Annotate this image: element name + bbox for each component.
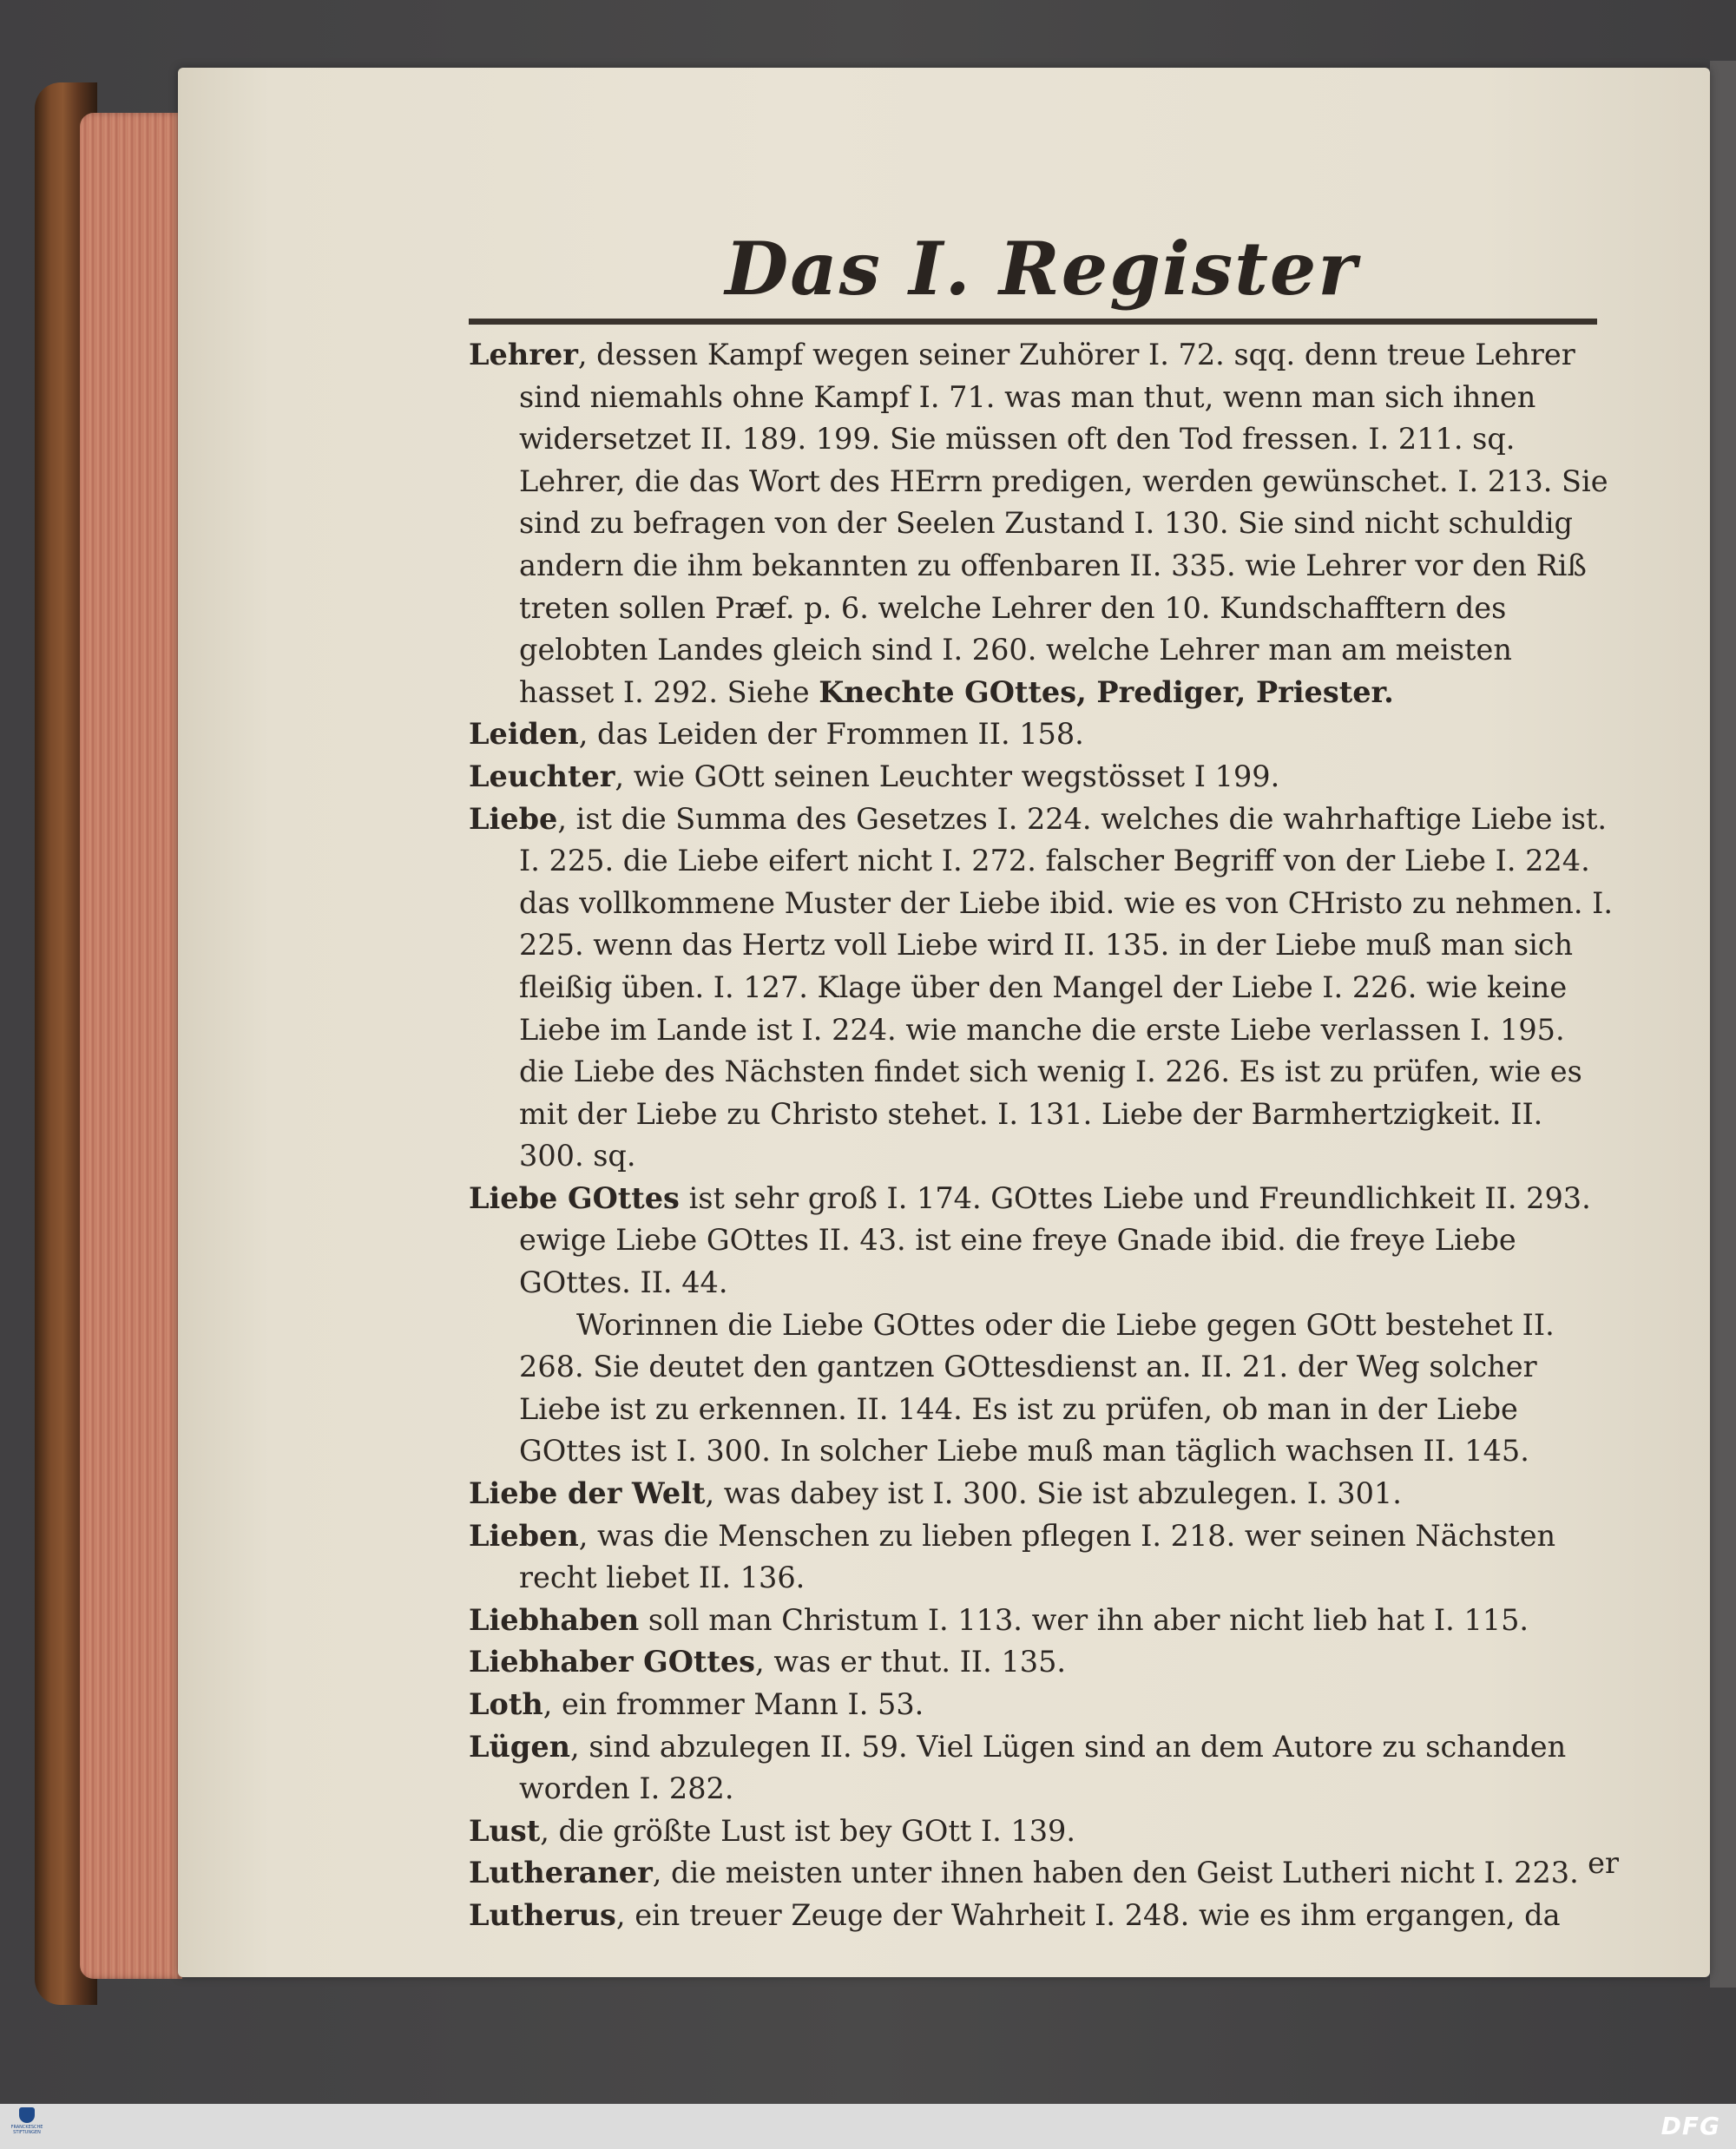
page-heading: Das I. Register [725,226,1358,312]
entry-text: , sind abzulegen II. 59. Viel Lügen sind an dem Autore zu schanden worden I. 282. [519,1729,1567,1806]
index-entry [469,1726,1614,1811]
crest-icon [19,2107,35,2123]
index-entry [469,713,1614,756]
entry-crossref: Knechte GOttes, Prediger, Priester. [819,674,1394,709]
viewer-footer [0,2104,1736,2149]
entry-keyword: Liebe [469,801,558,836]
entry-text: , wie GOtt seinen Leuchter wegstösset I 199. [615,759,1280,793]
index-entry [469,798,1614,1178]
index-entry-continuation [469,1305,1614,1473]
index-entry [469,1811,1614,1853]
index-entry [469,756,1614,798]
entry-keyword: Leuchter [469,759,615,793]
entry-keyword: Lehrer [469,338,578,371]
facing-page-edge [1710,61,1736,1988]
page-block-edge [80,113,182,1979]
heading-rule [469,319,1597,325]
entry-keyword: Lutherus [469,1897,616,1932]
entry-text: ist sehr groß I. 174. GOttes Liebe und Freundlichkeit II. 293. ewige Liebe GOttes II. 43. ist eine freye Gnade ibid. die freye Liebe GOttes. II. 44. [519,1180,1591,1300]
entry-keyword: Liebhaber GOttes [469,1645,756,1679]
entry-text: , ein frommer Mann I. 53. [542,1687,924,1721]
index-entry [469,1641,1614,1684]
index-entry [469,1515,1614,1600]
entry-keyword: Lutheraner [469,1856,653,1890]
entry-keyword: Lieben [469,1518,579,1553]
entry-keyword: Liebhaben [469,1602,640,1637]
entry-keyword: Liebe GOttes [469,1180,680,1215]
entry-text: , was er thut. II. 135. [755,1645,1067,1679]
register-text [469,334,1614,1937]
index-entry [469,334,1614,713]
index-entry [469,1895,1614,1937]
entry-text: soll man Christum I. 113. wer ihn aber nicht lieb hat I. 115. [639,1602,1529,1637]
dfg-logo[interactable]: DFG [1660,2112,1720,2140]
index-entry [469,1684,1614,1726]
entry-text: , was die Menschen zu lieben pflegen I. 218. wer seinen Nächsten recht liebet II. 136. [519,1518,1556,1595]
institution-logo[interactable] [7,2107,47,2146]
entry-keyword: Lügen [469,1729,571,1764]
index-entry [469,1178,1614,1305]
entry-text: , ein treuer Zeuge der Wahrheit I. 248. wie es ihm ergangen, da [615,1897,1561,1932]
entry-text: , dessen Kampf wegen seiner Zuhörer I. 72. sqq. denn treue Lehrer sind niemahls ohne Kampf I. 71. was man thut, wenn man sich ihnen widersetzet II. 189. 199. Sie müssen oft den Tod fressen. I. 211. sq. Lehrer, die das Wort des HErrn predigen, werden gewünschet. I. 213. Sie sind zu befragen von der Seelen Zustand I. 130. Sie sind nicht schuldig andern die ihm bekannten zu offenbaren II. 335. wie Lehrer vor den Riß treten sollen Præf. p. 6. welche Lehrer den 10. Kundschafftern des gelobten Landes gleich sind I. 260. welche Lehrer man am meisten hasset I. 292. Siehe [519,338,1608,709]
index-entry [469,1473,1614,1515]
entry-text: , was dabey ist I. 300. Sie ist abzulegen. I. 301. [705,1476,1402,1511]
entry-keyword: Lust [469,1813,541,1848]
entry-text: , ist die Summa des Gesetzes I. 224. welches die wahrhaftige Liebe ist. I. 225. die Liebe eifert nicht I. 272. falscher Begriff von der Liebe I. 224. das vollkommene Muster der Liebe ibid. wie es von CHristo zu nehmen. I. 225. wenn das Hertz voll Liebe wird II. 135. in der Liebe muß man sich fleißig üben. I. 127. Klage über den Mangel der Liebe I. 226. wie keine Liebe im Lande ist I. 224. wie manche die erste Liebe verlassen I. 195. die Liebe des Nächsten findet sich wenig I. 226. Es ist zu prüfen, wie es mit der Liebe zu Christo stehet. I. 131. Liebe der Barmhertzigkeit. II. 300. sq. [519,801,1614,1173]
entry-text: , die größte Lust ist bey GOtt I. 139. [540,1813,1076,1848]
catchword: er [1588,1846,1619,1880]
entry-keyword: Loth [469,1687,543,1721]
entry-text: , das Leiden der Frommen II. 158. [578,717,1084,752]
entry-text: Worinnen die Liebe GOttes oder die Liebe gegen GOtt bestehet II. 268. Sie deutet den gantzen GOttesdienst an. II. 21. der Weg solcher Liebe ist zu erkennen. II. 144. Es ist zu prüfen, ob man in der Liebe GOttes ist I. 300. In solcher Liebe muß man täglich wachsen II. 145. [519,1307,1555,1469]
entry-text: , die meisten unter ihnen haben den Geist Lutheri nicht I. 223. [652,1856,1579,1890]
index-entry [469,1600,1614,1642]
entry-keyword: Liebe der Welt [469,1476,706,1511]
index-entry [469,1852,1614,1895]
entry-keyword: Leiden [469,717,579,752]
logo-text: FRANCKESCHE STIFTUNGEN [10,2125,43,2135]
